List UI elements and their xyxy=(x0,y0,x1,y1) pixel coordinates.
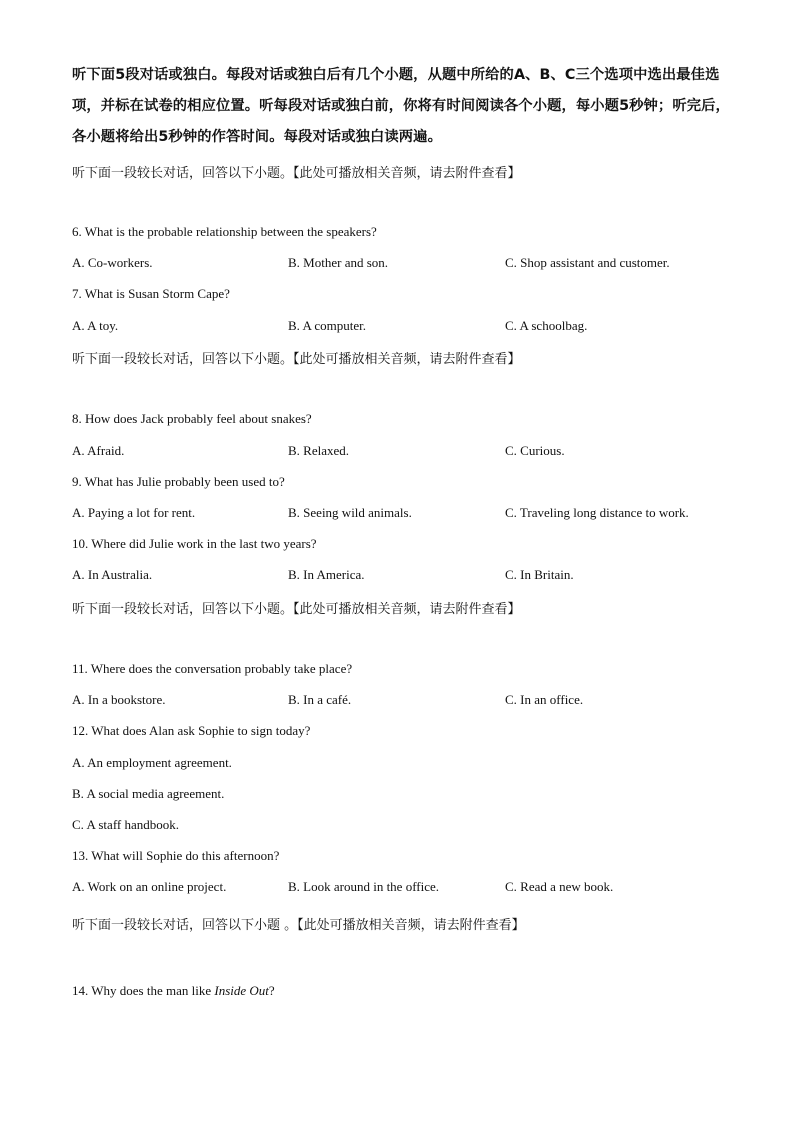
q8-option-a: A. Afraid. xyxy=(72,443,125,458)
q11-option-c: C. In an office. xyxy=(505,692,584,707)
instructions-paragraph: 听下面5段对话或独白。每段对话或独白后有几个小题，从题中所给的A、B、C三个选项中选出最佳选项，并标在试卷的相应位置。听每段对话或独白前，你将有时间阅读各个小题，每小题5秒钟；听完后，各小题将给出5秒钟的作答时间。每段对话或独白读两遍。 xyxy=(72,67,730,145)
q9-option-c: C. Traveling long distance to work. xyxy=(505,505,689,520)
q13-option-b: B. Look around in the office. xyxy=(288,879,440,894)
q9-option-b: B. Seeing wild animals. xyxy=(288,505,412,520)
question-14-title: Inside Out xyxy=(214,983,269,998)
question-14 xyxy=(72,983,275,999)
q9-option-a: A. Paying a lot for rent. xyxy=(72,505,196,520)
question-6: 6. What is the probable relationship between the speakers? xyxy=(72,224,377,239)
section-prompt-2: 听下面一段较长对话，回答以下小题。【此处可播放相关音频，请去附件查看】 xyxy=(72,352,521,367)
q12-option-a: A. An employment agreement. xyxy=(72,755,232,770)
q8-option-c: C. Curious. xyxy=(505,443,565,458)
q8-option-b: B. Relaxed. xyxy=(288,443,350,458)
question-8: 8. How does Jack probably feel about snakes? xyxy=(72,411,312,426)
q10-option-b: B. In America. xyxy=(288,567,365,582)
q13-option-c: C. Read a new book. xyxy=(505,879,614,894)
question-14-suffix: ? xyxy=(268,983,275,998)
q10-option-c: C. In Britain. xyxy=(505,567,574,582)
section-prompt-3: 听下面一段较长对话，回答以下小题。【此处可播放相关音频，请去附件查看】 xyxy=(72,602,521,617)
q10-option-a: A. In Australia. xyxy=(72,567,153,582)
section-prompt-4: 听下面一段较长对话，回答以下小题 。【此处可播放相关音频，请去附件查看】 xyxy=(72,918,525,933)
question-9: 9. What has Julie probably been used to? xyxy=(72,474,285,489)
q12-option-b: B. A social media agreement. xyxy=(72,786,225,801)
question-7: 7. What is Susan Storm Cape? xyxy=(72,286,230,301)
q6-option-b: B. Mother and son. xyxy=(288,255,389,270)
q13-option-a: A. Work on an online project. xyxy=(72,879,227,894)
question-12: 12. What does Alan ask Sophie to sign today? xyxy=(72,723,311,738)
question-10: 10. Where did Julie work in the last two years? xyxy=(72,536,317,551)
q7-option-b: B. A computer. xyxy=(288,318,366,333)
question-13: 13. What will Sophie do this afternoon? xyxy=(72,848,280,863)
question-11: 11. Where does the conversation probably take place? xyxy=(72,661,353,676)
q6-option-c: C. Shop assistant and customer. xyxy=(505,255,670,270)
q12-option-c: C. A staff handbook. xyxy=(72,817,180,832)
section-prompt-1: 听下面一段较长对话，回答以下小题。【此处可播放相关音频，请去附件查看】 xyxy=(72,166,521,181)
q7-option-c: C. A schoolbag. xyxy=(505,318,588,333)
q6-option-a: A. Co-workers. xyxy=(72,255,153,270)
q7-option-a: A. A toy. xyxy=(72,318,119,333)
question-14-prefix: 14. Why does the man like xyxy=(72,983,215,998)
q11-option-b: B. In a café. xyxy=(288,692,352,707)
q11-option-a: A. In a bookstore. xyxy=(72,692,166,707)
